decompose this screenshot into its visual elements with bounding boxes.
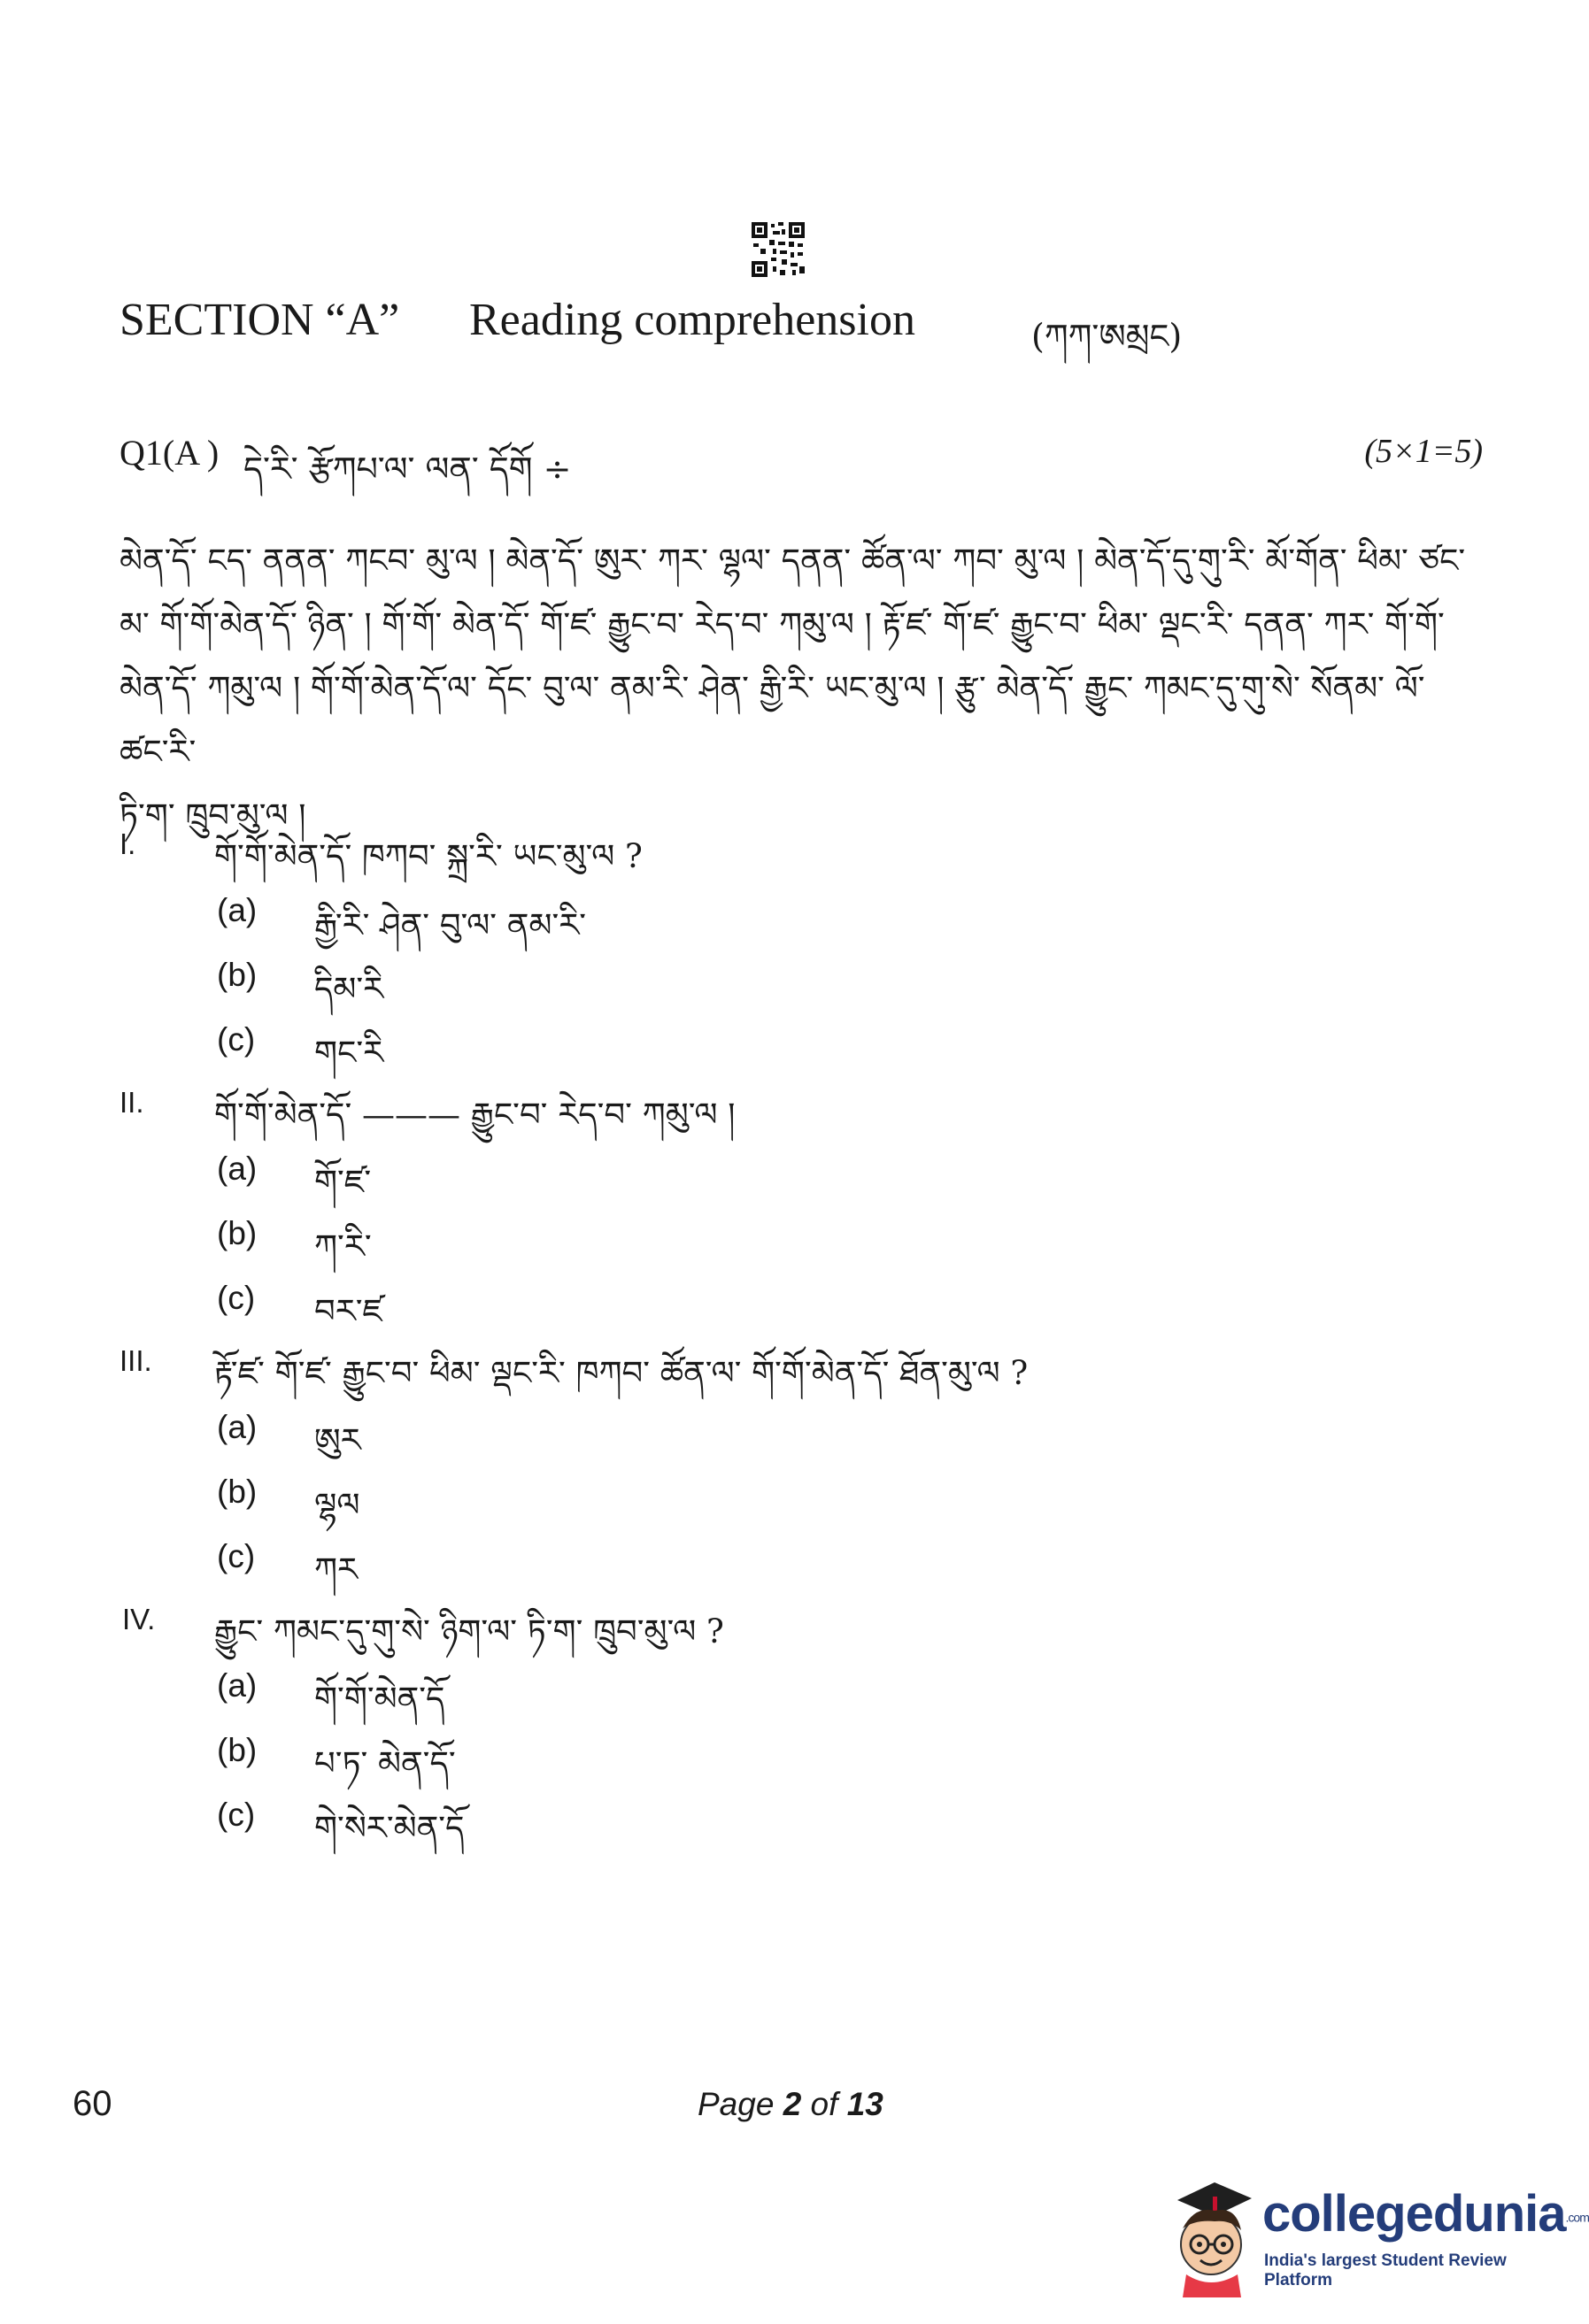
question-item-text: རྒྱུང་ ཀམང་དུ་གུ་སེ་ ཉིག་ལ་ ཏི་ག་ ཁྲུབ་མུ་ལ ? (214, 1612, 724, 1651)
question-number: Q1(A ) (120, 433, 220, 473)
option-label: (c) (217, 1021, 256, 1058)
option-label: (c) (217, 1797, 256, 1833)
brand-tagline: India's largest Student Review Platform (1264, 2251, 1507, 2289)
option-label: (a) (217, 1667, 258, 1704)
option-text: ཨུར (314, 1421, 361, 1459)
page-indicator (698, 2086, 883, 2123)
question-item-text: གོ་གོ་མེན་དོ་ ཁཀབ་ སྐྲ་རི་ ཡང་མུ་ལ ? (214, 837, 643, 875)
question-item-number: IV. (122, 1603, 156, 1635)
option-text: ཀར (314, 1551, 359, 1589)
option-label: (b) (217, 1215, 258, 1251)
page-code: 60 (73, 2084, 112, 2123)
passage-line: ཏི་ག་ ཁྲུབ་མུ་ལ ། (120, 796, 306, 835)
option-label: (a) (217, 1150, 258, 1187)
option-label: (c) (217, 1280, 256, 1316)
option-text: དིམ་རི (314, 970, 384, 1008)
brand-text: collegedunia (1262, 2185, 1566, 2243)
question-item-number: I. (120, 827, 136, 860)
option-text: ཀ་རི་ (314, 1227, 372, 1266)
option-text: གོ་གོ་མེན་དོ (314, 1680, 445, 1718)
option-text: བར་ཛ (314, 1292, 383, 1330)
section-tibetan-title: (ཀཀ་ཨམྲང) (1031, 317, 1183, 356)
page-total: 13 (846, 2086, 883, 2122)
option-text: གེ་སེར་མེན་དོ (314, 1809, 465, 1847)
option-label: (b) (217, 1474, 258, 1510)
passage-line: མེན་དོ་ ངད་ ནནན་ ཀངབ་ མུ་ལ ། མེན་དོ་ ཨུར་ ཀར་ ལྷལ་ དནན་ ཚོན་ལ་ ཀབ་ མུ་ལ ། མེན་དོ་དུ་གུ་རི་ མོ་གོན་ ཕིམ་ ཙང་ (120, 542, 1466, 580)
question-marks: (5×1=5) (1364, 433, 1483, 470)
page-of-prefix: Page (698, 2086, 783, 2122)
collegedunia-logo (1160, 2166, 1589, 2299)
section-title: Reading comprehension (469, 295, 915, 345)
option-label: (b) (217, 957, 258, 993)
student-mascot-icon (1160, 2166, 1261, 2297)
page-of-mid: of (801, 2086, 847, 2122)
brand-suffix: .com (1565, 2210, 1589, 2225)
question-item-number: II. (120, 1086, 144, 1119)
option-label: (a) (217, 1409, 258, 1445)
option-label: (c) (217, 1538, 256, 1574)
option-text: གང་རི (314, 1034, 384, 1072)
option-label: (b) (217, 1732, 258, 1768)
option-text: གོ་ཛ་ (314, 1163, 372, 1201)
question-item-text: གོ་གོ་མེན་དོ་ ——— རྒྱུང་བ་ རེད་བ་ ཀམུ་ལ ། (214, 1096, 736, 1134)
passage-line: མེན་དོ་ ཀམུ་ལ ། གོ་གོ་མེན་དོ་ལ་ དོང་ བུ་ལ་ ནམ་རི་ ཤེན་ རྒྱི་རི་ ཡང་མུ་ལ ། རྩུ་ མེན་དོ་ རྒྱུང་ ཀམང་དུ་གུ་སེ་ སོནམ་ ལོ་ཚང་རི་ (120, 669, 1425, 771)
brand-name (1262, 2184, 1589, 2243)
question-title: དེ་རི་ རྩོཀཔ་ལ་ ལན་ དོགོ ÷ (243, 450, 572, 489)
option-label: (a) (217, 892, 258, 928)
question-item-number: III. (120, 1344, 152, 1377)
option-text: རྒྱི་རི་ ཤེན་ བུ་ལ་ ནམ་རི་ (314, 906, 587, 944)
page-current: 2 (783, 2086, 802, 2122)
option-text: པ་ཏ་ མེན་དོ་ (314, 1744, 456, 1782)
section-label: SECTION “A” (120, 295, 400, 345)
passage-line: མ་ གོ་གོ་མེན་དོ་ ཉིན་ ། གོ་གོ་ མེན་དོ་ གོ་ཛ་ རྒྱུང་བ་ རེད་བ་ ཀམུ་ལ ། རྟོ་ཛ་ གོ་ཛ་ རྒྱུང་བ་ ཕིམ་ ལྡང་རི་ དནན་ ཀར་ གོ་གོ་ (120, 605, 1445, 643)
option-text: ལྷལ (314, 1486, 360, 1524)
question-item-text: རྟོ་ཛ་ གོ་ཛ་ རྒྱུང་བ་ ཕིམ་ ལྡང་རི་ ཁཀབ་ ཚོན་ལ་ གོ་གོ་མེན་དོ་ ཐོན་མུ་ལ ? (214, 1354, 1029, 1392)
